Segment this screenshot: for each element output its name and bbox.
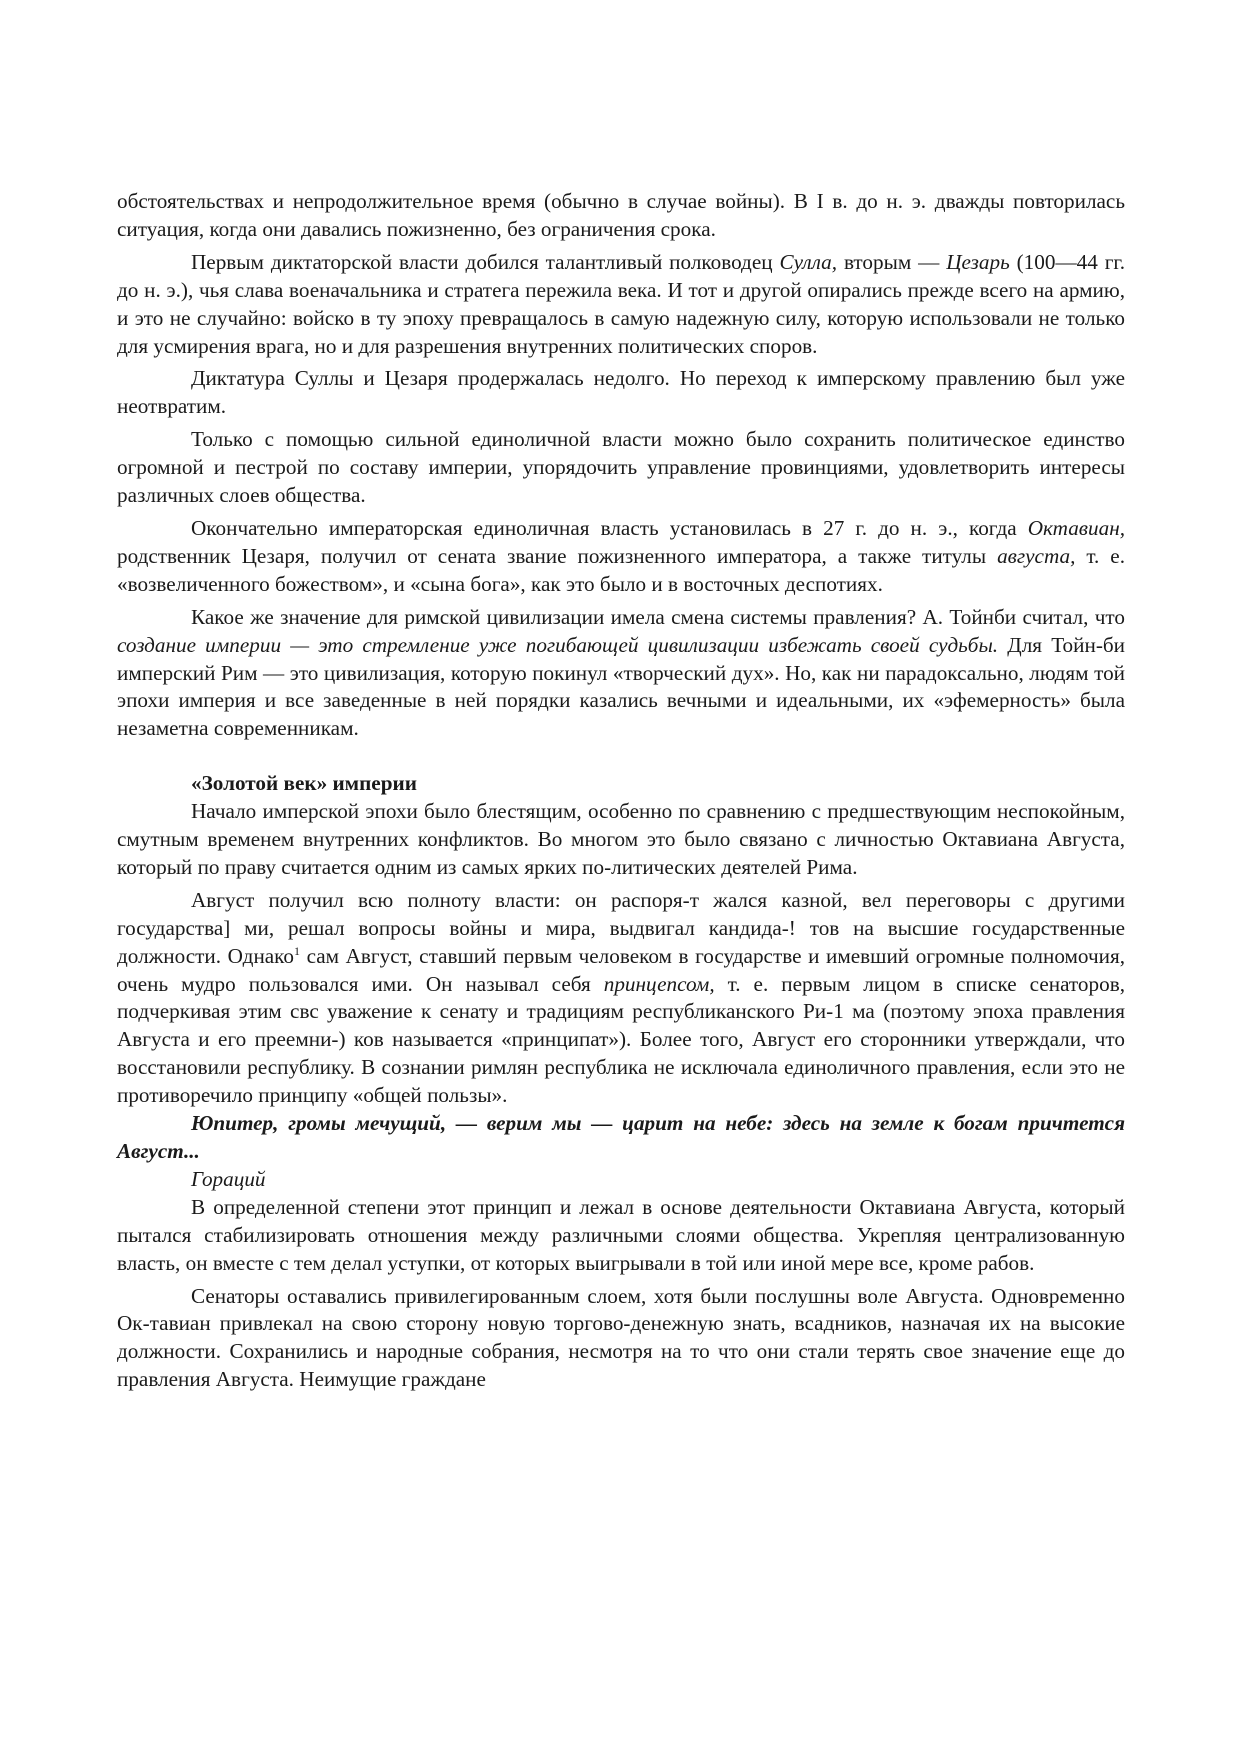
italic-title-augustus: августа,: [997, 543, 1076, 568]
footnote-marker: 1: [294, 943, 300, 958]
italic-quote-toynbee: создание империи — это стремление уже погибающей цивилизации избежать своей судьбы.: [117, 632, 999, 657]
section-heading: «Золотой век» империи: [191, 771, 417, 796]
text-run: Август получил всю полноту власти: он распоря-т жался казной, вел переговоры с другими государства] ми, решал вопросы войны и мира, выдвигал кандида-! тов на высшие государственные должности. Однако: [117, 887, 1125, 968]
text-run: т. е. «возвеличенного божеством», и «сына бога», как это было и в восточных деспотиях.: [117, 543, 1125, 596]
text-run: сам Август, ставший первым человеком в государстве и имевший огромные полномочия, очень мудро пользовался ими. Он называл себя: [117, 943, 1125, 996]
paragraph-augustus-power: [117, 887, 1125, 1110]
italic-term-princeps: принцепсом,: [603, 971, 715, 996]
paragraph-senators: Сенаторы оставались привилегированным слоем, хотя были послушны воле Августа. Одновременно Ок-тавиан привлекал на свою сторону новую торгово-денежную знать, всадников, назначая их на высокие должности. Сохранились и народные собрания, несмотря на то что они стали терять свое значение еще до правления Августа. Неимущие граждане: [117, 1283, 1125, 1392]
paragraph-octavian: [117, 515, 1125, 599]
text-run: вторым —: [837, 249, 947, 274]
text-run: Окончательно императорская единоличная власть установилась в 27 г. до н. э., когда: [191, 515, 1028, 540]
text-run: (100—44 гг. до н. э.), чья слава военачальника и стратега пережила века. И тот и другой опирались прежде всего на армию, и это не случайно: войско в ту эпоху превращалось в самую надежную силу, которую использовали не только для усмирения врага, но и для разрешения внутренних политических споров.: [117, 249, 1126, 358]
paragraph-imperial-start: Начало имперской эпохи было блестящим, особенно по сравнению с предшествующим неспокойным, смутным временем внутренних конфликтов. Во многом это было связано с личностью Октавиана Августа, который по праву считается одним из самых ярких по-литических деятелей Рима.: [117, 799, 1125, 879]
text-run: Первым диктаторской власти добился талантливый полководец: [191, 249, 780, 274]
italic-name-octavian: Октавиан,: [1027, 515, 1125, 540]
paragraph-sole-power: Только с помощью сильной единоличной власти можно было сохранить политическое единство огромной и пестрой по составу империи, упорядочить управление провинциями, удовлетворить интересы различных слоев общества.: [117, 427, 1125, 508]
paragraph-toynbee: [117, 604, 1125, 744]
text-run: Какое же значение для римской цивилизации имела смена системы правления? А. Тойнби считал, что: [191, 604, 1125, 629]
italic-name-sulla: Сулла,: [779, 249, 838, 274]
paragraph-dictatorship-conditions: обстоятельствах и непродолжительное время (обычно в случае войны). В I в. до н. э. дважды повторилась ситуация, когда они давались пожизненно, без ограничения срока.: [117, 189, 1125, 241]
text-run: родственник Цезаря, получил от сената звание пожизненного императора, а также титулы: [117, 543, 998, 568]
text-run: т. е. первым лицом в списке сенаторов, подчеркивая этим свс уважение к сенату и традициям республиканского Ри-1 ма (поэтому эпоха правления Августа и его преемни-) ков называется «принципат»). Более того, Август его сторонники утверждали, что восстановили республику. В сознании римлян республика не исключала единоличного правления, если это не противоречило принципу «общей пользы».: [117, 971, 1125, 1108]
paragraph-principle: В определенной степени этот принцип и лежал в основе деятельности Октавиана Августа, который пытался стабилизировать отношения между различными слоями общества. Укрепляя централизованную власть, он вместе с тем делал уступки, от которых выигрывали в той или иной мере все, кроме рабов.: [117, 1194, 1125, 1275]
paragraph-sulla-caesar: [117, 249, 1125, 361]
document-page: [117, 188, 1125, 1394]
quote-author: Гораций: [191, 1166, 266, 1191]
paragraph-dictatorship-short: Диктатура Суллы и Цезаря продержалась недолго. Но переход к имперскому правлению был уже неотвратим.: [117, 366, 1125, 419]
italic-name-caesar: Цезарь: [946, 249, 1010, 274]
poem-quote: Юпитер, громы мечущий, — верим мы — царит на небе: здесь на земле к богам причтется Август...: [117, 1111, 1125, 1163]
text-run: Для Тойн-би имперский Рим — это цивилизация, которую покинул «творческий дух». Но, как ни парадоксально, людям той эпохи империя и все заведенные в ней порядки казались вечными и идеальными, их «эфемерность» была незаметна современникам.: [117, 632, 1125, 741]
